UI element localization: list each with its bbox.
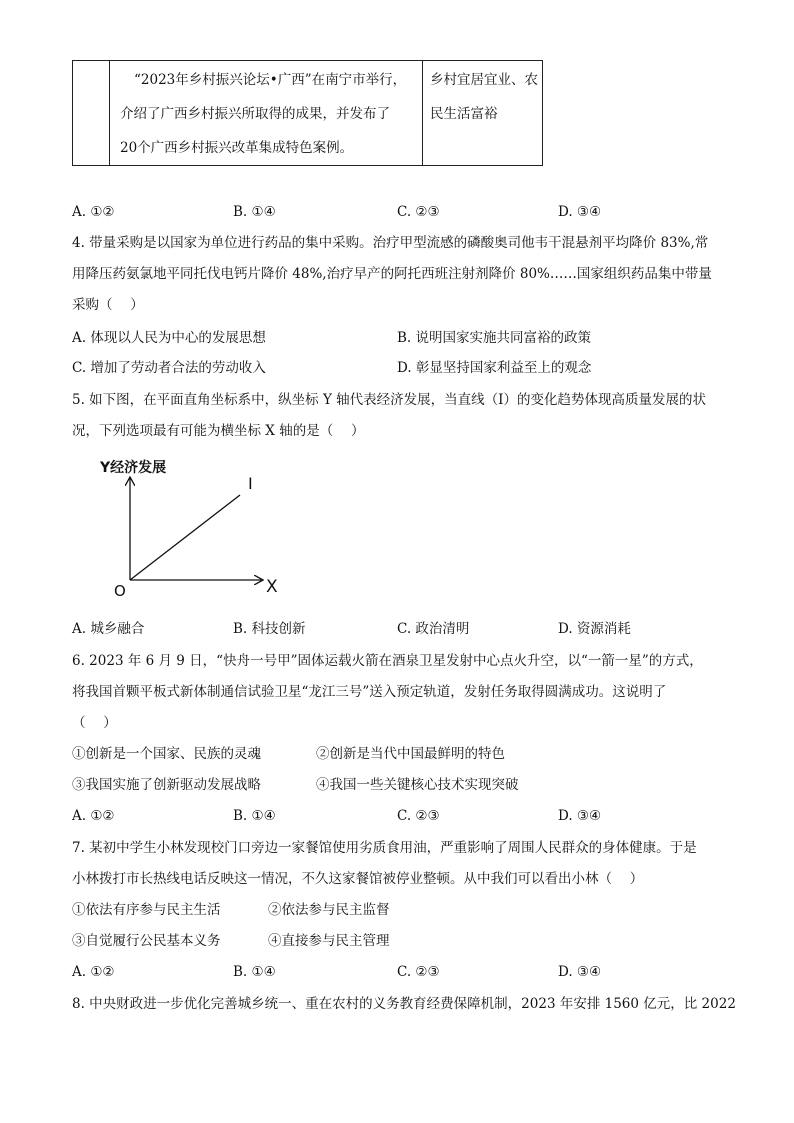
q6-option-d[interactable]: D. ③④: [558, 808, 602, 824]
q4-stem-line: 采购（ ）: [72, 297, 144, 313]
q7-statement-4: ④直接参与民主管理: [268, 933, 390, 949]
q6-option-b[interactable]: B. ①④: [233, 808, 276, 824]
q7-stem-line: 7. 某初中学生小林发现校门口旁边一家餐馆使用劣质食用油，严重影响了周围人民群众的身体健康。于是: [72, 840, 697, 856]
series-line-i: [130, 495, 240, 580]
series-label-i: I: [248, 474, 253, 493]
q7-option-c[interactable]: C. ②③: [397, 964, 440, 980]
x-axis-label: X: [266, 577, 278, 597]
q4-option-a[interactable]: A. 体现以人民为中心的发展思想: [72, 330, 266, 346]
q6-statement-1: ①创新是一个国家、民族的灵魂: [72, 746, 261, 762]
origin-label: O: [114, 582, 126, 600]
event-line: 20个广西乡村振兴改革集成特色案例。: [120, 140, 354, 156]
event-line: “2023年乡村振兴论坛•广西”在南宁市举行，: [134, 72, 407, 88]
q6-stem-line: 6. 2023 年 6 月 9 日，“快舟一号甲”固体运载火箭在酒泉卫星发射中心点火升空，以“一箭一星”的方式，: [72, 653, 703, 669]
q3-option-a[interactable]: A. ①②: [72, 204, 115, 220]
q4-stem-line: 用降压药氨氯地平同托伐电钙片降价 48%,治疗早产的阿托西班注射剂降价 80%……国家组织药品集中带量: [72, 266, 712, 282]
table-row: [73, 61, 543, 166]
significance-line: 乡村宜居宜业、农: [430, 72, 538, 88]
q7-option-d[interactable]: D. ③④: [558, 964, 602, 980]
significance-line: 民生活富裕: [430, 106, 498, 122]
coordinate-chart: [92, 452, 292, 604]
case-table: [72, 60, 543, 166]
q4-stem-line: 4. 带量采购是以国家为单位进行药品的集中采购。治疗甲型流感的磷酸奥司他韦干混悬剂平均降价 83%,常: [72, 235, 709, 251]
q5-stem-line: 况，下列选项最有可能为横坐标 X 轴的是（ ）: [72, 423, 365, 439]
q5-option-c[interactable]: C. 政治清明: [397, 621, 470, 637]
q5-option-d[interactable]: D. 资源消耗: [558, 621, 631, 637]
table-cell-index: [73, 61, 110, 166]
q7-option-b[interactable]: B. ①④: [233, 964, 276, 980]
q6-option-c[interactable]: C. ②③: [397, 808, 440, 824]
q5-option-b[interactable]: B. 科技创新: [233, 621, 306, 637]
q8-stem-line: 8. 中央财政进一步优化完善城乡统一、重在农村的义务教育经费保障机制，2023 年安排 1560 亿元，比 2022: [72, 996, 736, 1012]
q7-stem-line: 小林拨打市长热线电话反映这一情况，不久这家餐馆被停业整顿。从中我们可以看出小林（ ）: [72, 871, 644, 887]
q4-option-d[interactable]: D. 彰显坚持国家利益至上的观念: [397, 360, 592, 376]
q3-option-b[interactable]: B. ①④: [233, 204, 276, 220]
q5-option-a[interactable]: A. 城乡融合: [72, 621, 145, 637]
q7-statement-3: ③自觉履行公民基本义务: [72, 933, 221, 949]
q7-statement-1: ①依法有序参与民主生活: [72, 902, 221, 918]
q3-option-c[interactable]: C. ②③: [397, 204, 440, 220]
q4-option-c[interactable]: C. 增加了劳动者合法的劳动收入: [72, 360, 266, 376]
table-cell-event: [110, 61, 423, 166]
q5-stem-line: 5. 如下图，在平面直角坐标系中，纵坐标 Y 轴代表经济发展，当直线（I）的变化趋势体现高质量发展的状: [72, 392, 706, 408]
q7-option-a[interactable]: A. ①②: [72, 964, 115, 980]
q6-statement-3: ③我国实施了创新驱动发展战略: [72, 777, 261, 793]
y-axis-label: Y经济发展: [100, 460, 167, 476]
q6-statement-4: ④我国一些关键核心技术实现突破: [316, 777, 519, 793]
q7-statement-2: ②依法参与民主监督: [268, 902, 390, 918]
q6-statement-2: ②创新是当代中国最鲜明的特色: [316, 746, 505, 762]
q6-stem-line: （ ）: [72, 715, 117, 731]
table-cell-significance: [423, 61, 543, 166]
event-line: 介绍了广西乡村振兴所取得的成果，并发布了: [120, 106, 390, 122]
q3-option-d[interactable]: D. ③④: [558, 204, 602, 220]
q6-stem-line: 将我国首颗平板式新体制通信试验卫星“龙江三号”送入预定轨道，发射任务取得圆满成功。这说明了: [72, 684, 667, 700]
q4-option-b[interactable]: B. 说明国家实施共同富裕的政策: [397, 330, 592, 346]
q6-option-a[interactable]: A. ①②: [72, 808, 115, 824]
